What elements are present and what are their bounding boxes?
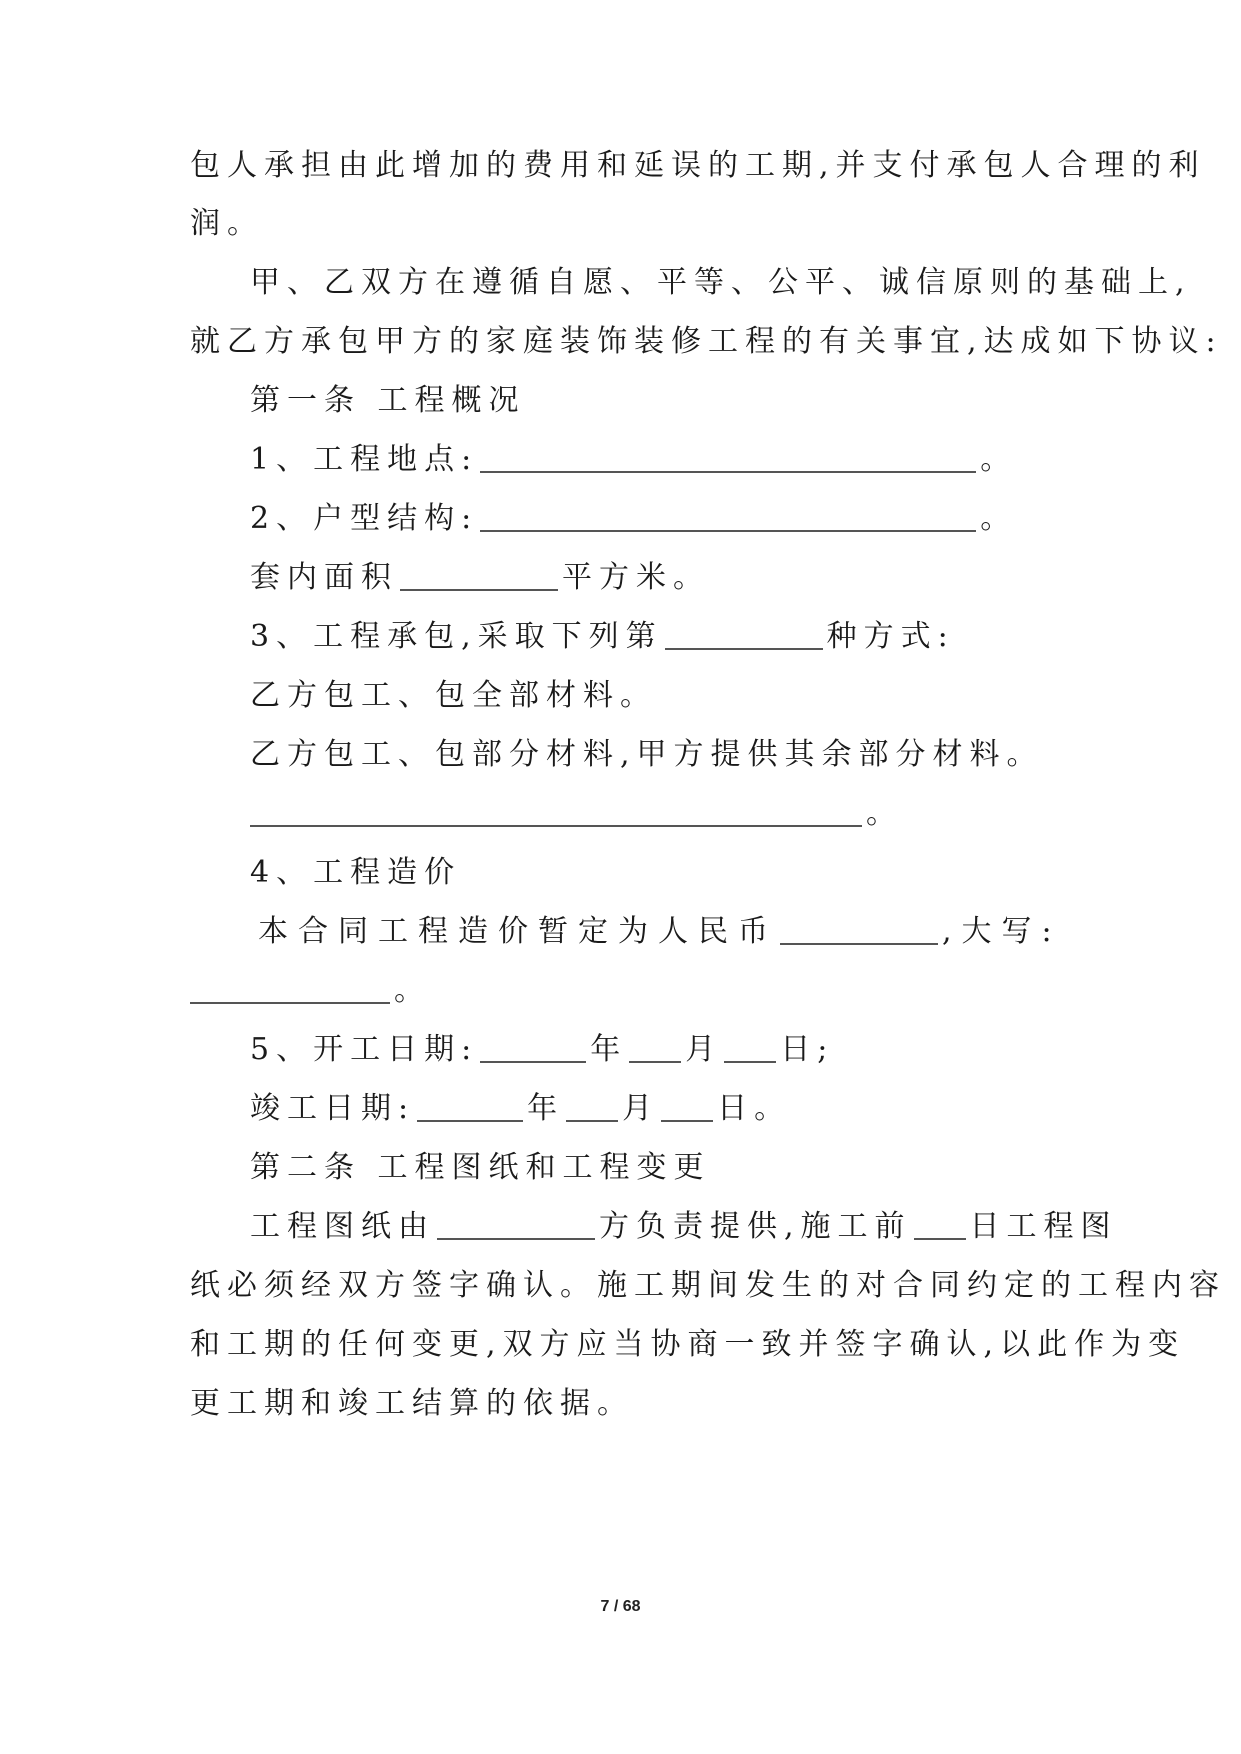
layout-blank[interactable] <box>480 504 976 532</box>
location-label: 1、工程地点: <box>250 442 479 477</box>
end-month-blank[interactable] <box>566 1094 618 1122</box>
start-day-blank[interactable] <box>724 1035 776 1063</box>
end-date-field <box>250 1089 1130 1129</box>
paragraph-line: 包人承担由此增加的费用和延误的工期,并支付承包人合理的利 <box>190 148 1206 183</box>
end-mark: 。 <box>866 796 903 831</box>
drawing-party-blank[interactable] <box>437 1212 595 1240</box>
drawing-mid-text: 方负责提供,施工前 <box>599 1209 912 1244</box>
price-capital-label: ,大写: <box>942 914 1062 949</box>
other-option-field <box>250 794 1130 834</box>
section-heading: 第二条 工程图纸和工程变更 <box>250 1150 711 1185</box>
paragraph-line: 更工期和竣工结算的依据。 <box>190 1386 634 1421</box>
contract-suffix: 种方式: <box>826 619 955 654</box>
drawing-label: 工程图纸由 <box>250 1209 435 1244</box>
layout-label: 2、户型结构: <box>250 501 479 536</box>
year-label: 年 <box>527 1091 565 1126</box>
month-label: 月 <box>622 1091 660 1126</box>
price-capital-field <box>190 971 1070 1011</box>
day-label: 日; <box>780 1032 835 1067</box>
day-label: 日。 <box>717 1091 792 1126</box>
price-blank[interactable] <box>780 917 938 945</box>
section-heading: 4、工程造价 <box>250 855 462 890</box>
other-option-blank[interactable] <box>250 799 862 827</box>
page-number: 7 / 68 <box>600 1598 641 1615</box>
price-capital-blank[interactable] <box>190 976 390 1004</box>
price-label: 本合同工程造价暂定为人民币 <box>258 914 778 949</box>
start-date-field <box>250 1030 1130 1070</box>
drawing-post-text: 日工程图 <box>969 1209 1118 1244</box>
contract-label: 3、工程承包,采取下列第 <box>250 619 663 654</box>
layout-field <box>250 499 1130 539</box>
end-mark: 。 <box>394 973 431 1008</box>
area-field <box>250 558 1130 598</box>
paragraph-line: 就乙方承包甲方的家庭装饰装修工程的有关事宜,达成如下协议: <box>190 324 1223 359</box>
start-year-blank[interactable] <box>480 1035 586 1063</box>
end-date-label: 竣工日期: <box>250 1091 416 1126</box>
end-day-blank[interactable] <box>661 1094 713 1122</box>
month-label: 月 <box>685 1032 723 1067</box>
drawing-days-blank[interactable] <box>914 1212 966 1240</box>
contract-blank[interactable] <box>665 622 823 650</box>
end-year-blank[interactable] <box>417 1094 523 1122</box>
option-line: 乙方包工、包部分材料,甲方提供其余部分材料。 <box>250 737 1044 772</box>
start-date-label: 5、开工日期: <box>250 1032 479 1067</box>
drawing-field <box>250 1207 1130 1247</box>
paragraph-line: 纸必须经双方签字确认。施工期间发生的对合同约定的工程内容 <box>190 1268 1226 1303</box>
end-mark: 。 <box>980 501 1018 536</box>
paragraph-line: 和工期的任何变更,双方应当协商一致并签字确认,以此作为变 <box>190 1327 1186 1362</box>
start-month-blank[interactable] <box>629 1035 681 1063</box>
paragraph-line: 甲、乙双方在遵循自愿、平等、公平、诚信原则的基础上, <box>250 265 1192 300</box>
area-unit: 平方米。 <box>562 560 710 595</box>
section-heading: 第一条 工程概况 <box>250 383 526 418</box>
year-label: 年 <box>590 1032 628 1067</box>
paragraph-line: 润。 <box>190 206 264 241</box>
price-field <box>258 912 1138 952</box>
area-label: 套内面积 <box>250 560 398 595</box>
option-line: 乙方包工、包全部材料。 <box>250 678 657 713</box>
contract-field <box>250 617 1130 657</box>
location-blank[interactable] <box>480 445 976 473</box>
end-mark: 。 <box>980 442 1018 477</box>
location-field <box>250 440 1130 480</box>
area-blank[interactable] <box>400 563 558 591</box>
